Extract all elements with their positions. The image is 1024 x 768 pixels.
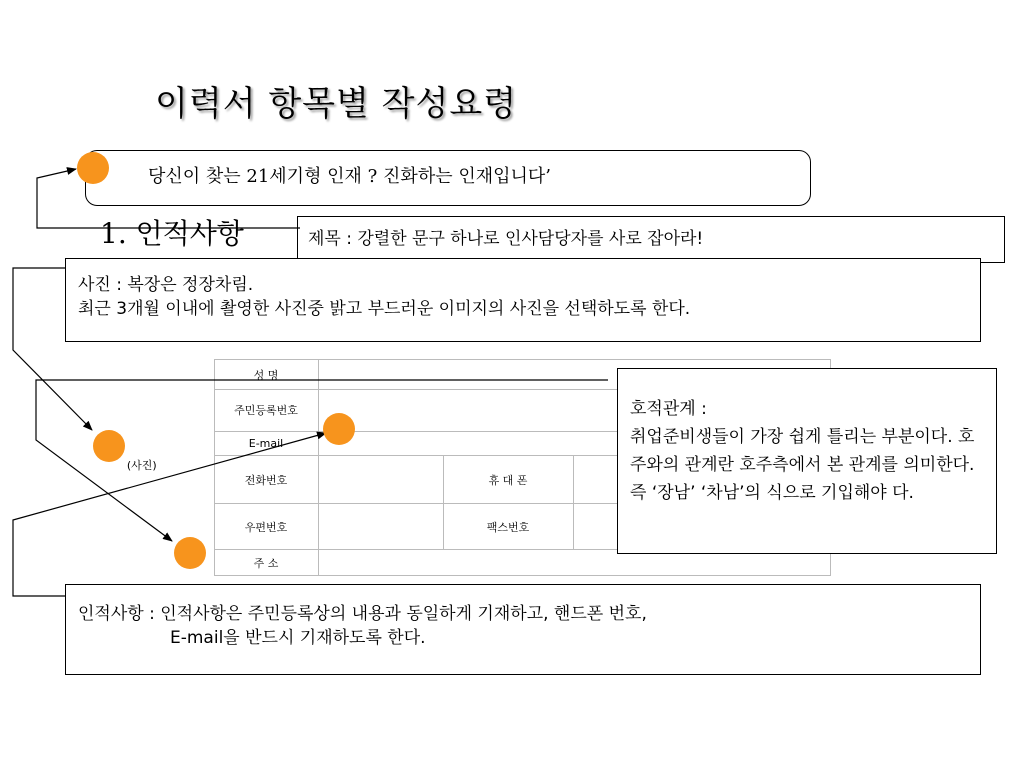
marker-dot-email <box>323 413 355 445</box>
email-label: E-mail <box>214 432 318 456</box>
photo-tip-line1: 사진 : 복장은 정장차림. <box>78 275 254 295</box>
resident-id-label: 주민등록번호 <box>214 390 318 432</box>
mobile-label: 휴 대 폰 <box>443 456 573 504</box>
phone-label: 전화번호 <box>214 456 318 504</box>
family-tip-heading: 호적관계 : <box>630 399 707 419</box>
family-connector <box>36 380 608 541</box>
marker-dot-slogan <box>77 152 109 184</box>
title-tip-text: 제목 : 강렬한 문구 하나로 인사담당자를 사로 잡아라! <box>308 229 704 249</box>
fax-label: 팩스번호 <box>443 504 573 550</box>
page-title: 이력서 항목별 작성요령 <box>155 84 518 124</box>
photo-connector <box>13 268 92 430</box>
personal-tip-line2: E-mail을 반드시 기재하도록 한다. <box>170 628 426 648</box>
address-label: 주 소 <box>214 550 318 576</box>
photo-label: (사진) <box>126 458 157 472</box>
marker-dot-photo <box>93 430 125 462</box>
name-label: 성 명 <box>214 360 318 390</box>
marker-dot-family <box>174 537 206 569</box>
family-tip-body: 취업준비생들이 가장 쉽게 틀리는 부분이다. 호주와의 관계란 호주측에서 본 관계를 의미한다. 즉 ‘장남’ ‘차남’의 식으로 기입해야 다. <box>630 427 975 503</box>
personal-tip-line1: 인적사항 : 인적사항은 주민등록상의 내용과 동일하게 기재하고, 핸드폰 번호, <box>78 604 647 624</box>
slogan-connector <box>37 169 300 228</box>
postal-label: 우편번호 <box>214 504 318 550</box>
section-heading: 1. 인적사항 <box>100 217 244 250</box>
slogan-text: 당신이 찾는 21세기형 인재 ? 진화하는 인재입니다’ <box>148 166 551 187</box>
photo-tip-line2: 최근 3개월 이내에 촬영한 사진중 밝고 부드러운 이미지의 사진을 선택하도록 한다. <box>78 299 691 319</box>
